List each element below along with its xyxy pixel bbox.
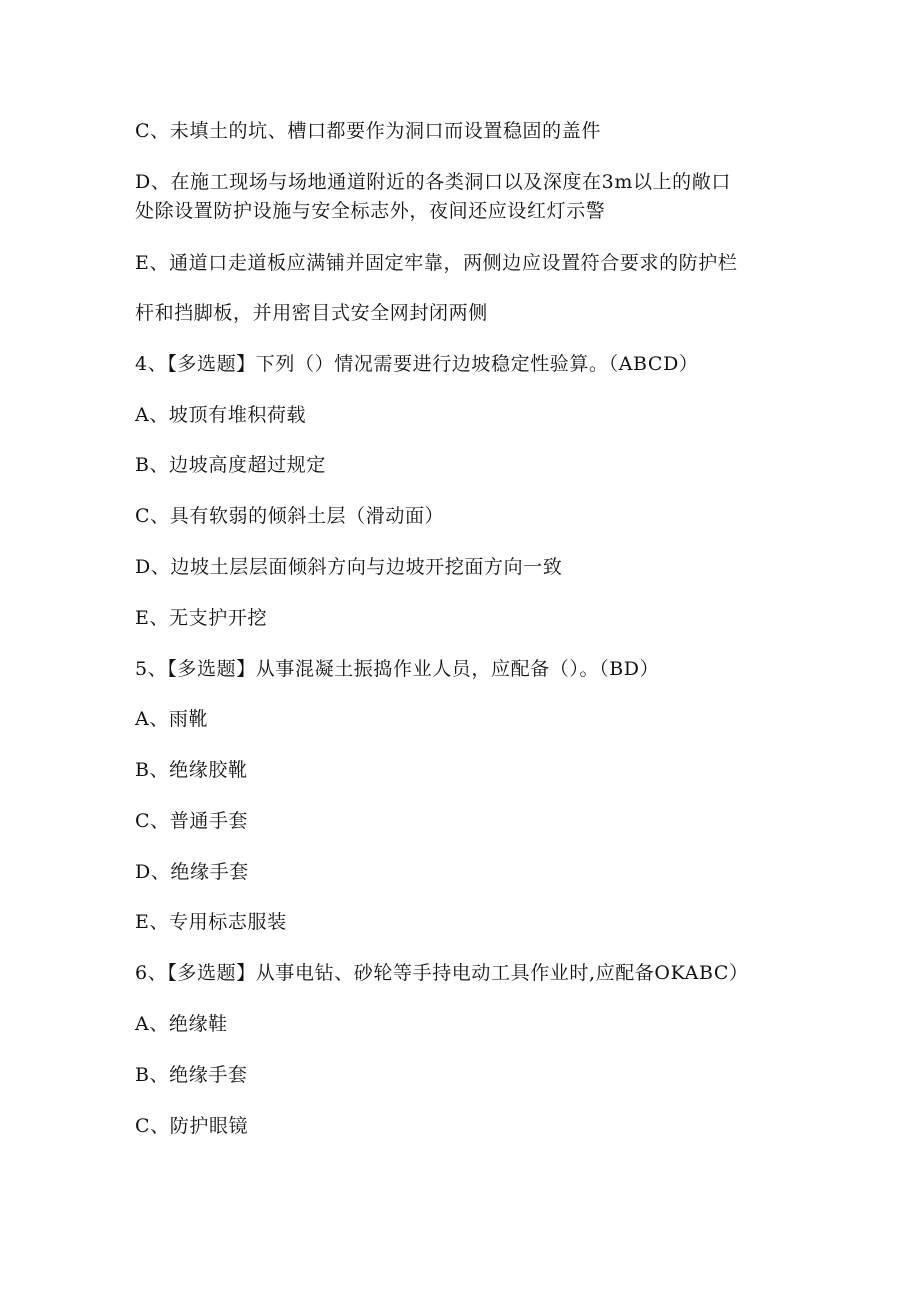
option-c-q5: C、普通手套 bbox=[135, 810, 249, 832]
option-d-q3-line1: D、在施工现场与场地通道附近的各类洞口以及深度在3m以上的敞口 bbox=[135, 171, 731, 193]
question-6: 6、【多选题】从事电钻、砂轮等手持电动工具作业时,应配备OKABC） bbox=[135, 962, 749, 984]
option-d-q5: D、绝缘手套 bbox=[135, 861, 249, 883]
option-d-q3-line2: 处除设置防护设施与安全标志外，夜间还应设红灯示警 bbox=[135, 200, 606, 222]
option-a-q4: A、坡顶有堆积荷载 bbox=[135, 404, 307, 426]
option-e-q3-line2: 杆和挡脚板，并用密目式安全网封闭两侧 bbox=[135, 302, 488, 324]
option-d-q4: D、边坡土层层面倾斜方向与边坡开挖面方向一致 bbox=[135, 556, 563, 578]
option-e-q3-line1: E、通道口走道板应满铺并固定牢靠，两侧边应设置符合要求的防护栏 bbox=[135, 252, 738, 274]
option-e-q5: E、专用标志服装 bbox=[135, 911, 287, 933]
option-a-q5: A、雨靴 bbox=[135, 708, 209, 730]
option-c-q6: C、防护眼镜 bbox=[135, 1115, 249, 1137]
option-c-q4: C、具有软弱的倾斜土层（滑动面） bbox=[135, 505, 445, 527]
question-4: 4、【多选题】下列（）情况需要进行边坡稳定性验算。（ABCD） bbox=[135, 353, 699, 375]
option-b-q6: B、绝缘手套 bbox=[135, 1064, 248, 1086]
option-b-q5: B、绝缘胶靴 bbox=[135, 759, 248, 781]
option-a-q6: A、绝缘鞋 bbox=[135, 1013, 228, 1035]
option-c-q3: C、未填土的坑、槽口都要作为洞口而设置稳固的盖件 bbox=[135, 120, 601, 142]
option-b-q4: B、边坡高度超过规定 bbox=[135, 454, 326, 476]
question-5: 5、【多选题】从事混凝土振捣作业人员，应配备（）。（BD） bbox=[135, 658, 660, 680]
option-e-q4: E、无支护开挖 bbox=[135, 607, 268, 629]
